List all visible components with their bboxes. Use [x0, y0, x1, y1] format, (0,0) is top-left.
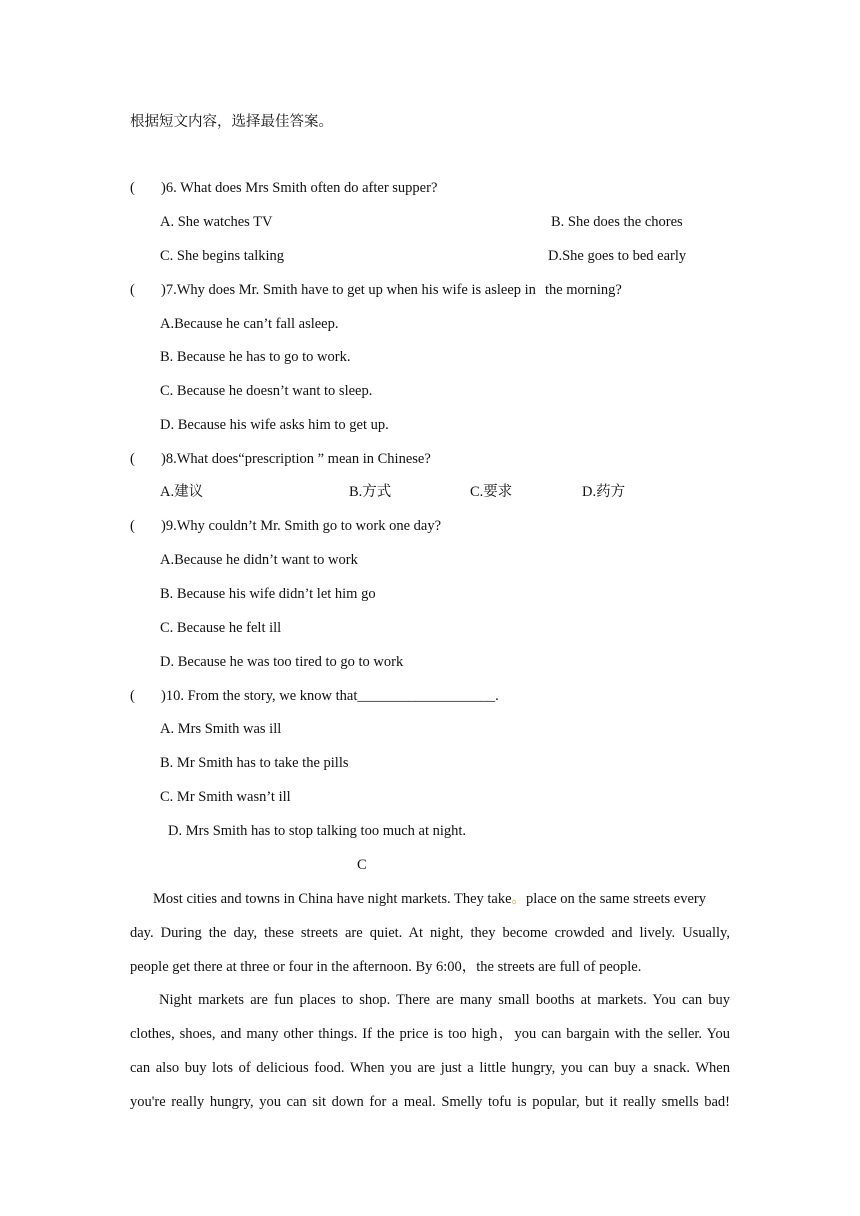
passage-line: Most cities and towns in China have night markets. They take。place on the same streets every: [153, 891, 707, 907]
answer-paren: (: [130, 518, 135, 534]
question-text: )8.What does“prescription ” mean in Chinese?: [161, 451, 431, 467]
option-b: B. Because his wife didn’t let him go: [160, 586, 376, 602]
question-text: )7.Why does Mr. Smith have to get up when his wife is asleep in: [161, 282, 536, 298]
passage-line: clothes, shoes, and many other things. If the price is too high，you can bargain with the seller. You: [130, 1026, 730, 1042]
option-d: D.She goes to bed early: [548, 248, 687, 264]
answer-paren: (: [130, 688, 135, 704]
passage-line: day. During the day, these streets are quiet. At night, they become crowded and lively. Usually,: [130, 925, 730, 941]
question-text-end: the morning?: [544, 282, 622, 298]
passage-line: Night markets are fun places to shop. There are many small booths at markets. You can buy: [159, 992, 730, 1008]
instruction: 根据短文内容，选择最佳答案。: [130, 114, 333, 130]
option-b: B. Because he has to go to work.: [160, 349, 351, 365]
option-a: A. Mrs Smith was ill: [160, 721, 282, 737]
answer-paren: (: [130, 282, 135, 298]
option-c: C. She begins talking: [160, 248, 285, 264]
passage-line: you're really hungry, you can sit down for a meal. Smelly tofu is popular, but it really smells bad!: [130, 1094, 730, 1110]
option-a: A.Because he can’t fall asleep.: [160, 316, 339, 332]
question-7: [130, 280, 622, 300]
question-6: [130, 178, 437, 198]
section-label: C: [357, 857, 367, 873]
question-8: [130, 449, 431, 469]
option-c: C. Because he doesn’t want to sleep.: [160, 383, 373, 399]
answer-paren: (: [130, 451, 135, 467]
option-d: D.药方: [582, 484, 626, 500]
question-text: )9.Why couldn’t Mr. Smith go to work one day?: [161, 518, 442, 534]
passage-line: can also buy lots of delicious food. When you are just a little hungry, you can buy a snack. When: [130, 1060, 730, 1076]
option-b: B. Mr Smith has to take the pills: [160, 755, 349, 771]
option-d: D. Because he was too tired to go to work: [160, 654, 404, 670]
option-a: A.Because he didn’t want to work: [160, 552, 358, 568]
answer-paren: (: [130, 180, 135, 196]
option-c: C.要求: [470, 484, 513, 500]
option-c: C. Mr Smith wasn’t ill: [160, 789, 291, 805]
option-a: A. She watches TV: [160, 214, 273, 230]
mark-dot: 。: [511, 891, 527, 907]
option-c: C. Because he felt ill: [160, 620, 282, 636]
question-10: [130, 686, 499, 706]
option-b: B.方式: [349, 484, 392, 500]
option-d: D. Mrs Smith has to stop talking too much at night.: [168, 823, 467, 839]
question-text: )6. What does Mrs Smith often do after supper?: [161, 180, 438, 196]
passage-line: people get there at three or four in the afternoon. By 6:00，the streets are full of people.: [130, 959, 642, 975]
option-a: A.建议: [160, 484, 204, 500]
question-text: )10. From the story, we know that___________________.: [161, 688, 499, 704]
option-b: B. She does the chores: [551, 214, 683, 230]
option-d: D. Because his wife asks him to get up.: [160, 417, 389, 433]
question-9: [130, 516, 441, 536]
